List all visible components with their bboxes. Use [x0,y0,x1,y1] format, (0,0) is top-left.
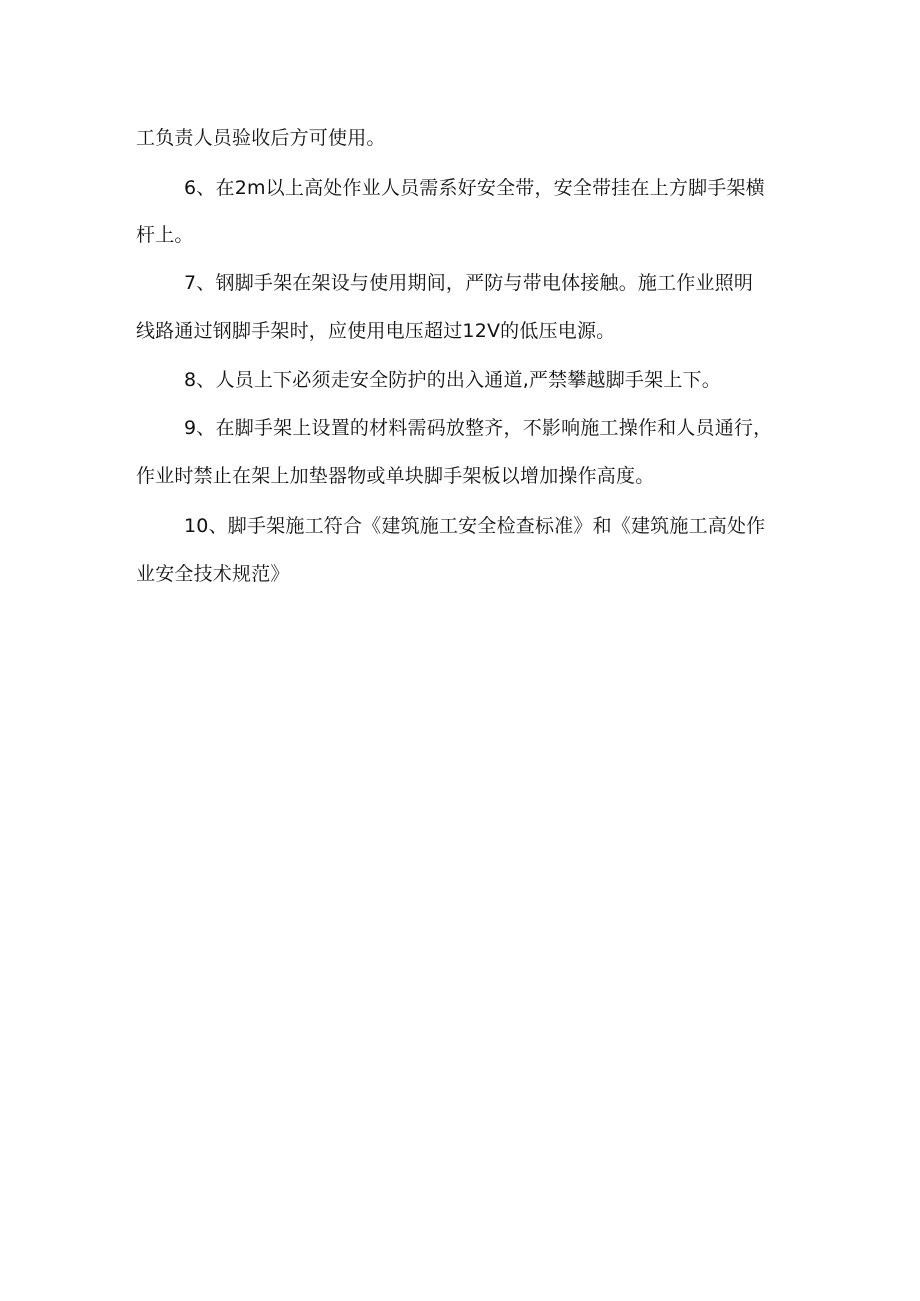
text-line-7: 9、在脚手架上设置的材料需码放整齐，不影响施工操作和人员通行， [184,417,773,439]
text-line-3: 杆上。 [136,224,194,246]
text-line-9: 10、脚手架施工符合《建筑施工安全检查标准》和《建筑施工高处作 [184,515,766,537]
text-line-10: 业安全技术规范》 [136,563,290,585]
text-line-5: 线路通过钢脚手架时，应使用电压超过12V的低压电源。 [136,320,616,342]
text-line-2: 6、在2m以上高处作业人员需系好安全带，安全带挂在上方脚手架横 [184,177,765,199]
text-line-8: 作业时禁止在架上加垫器物或单块脚手架板以增加操作高度。 [136,465,655,487]
text-line-4: 7、钢脚手架在架设与使用期间，严防与带电体接触。施工作业照明 [184,272,754,294]
text-line-1: 工负责人员验收后方可使用。 [136,127,386,149]
text-line-6: 8、人员上下必须走安全防护的出入通道,严禁攀越脚手架上下。 [184,369,721,391]
